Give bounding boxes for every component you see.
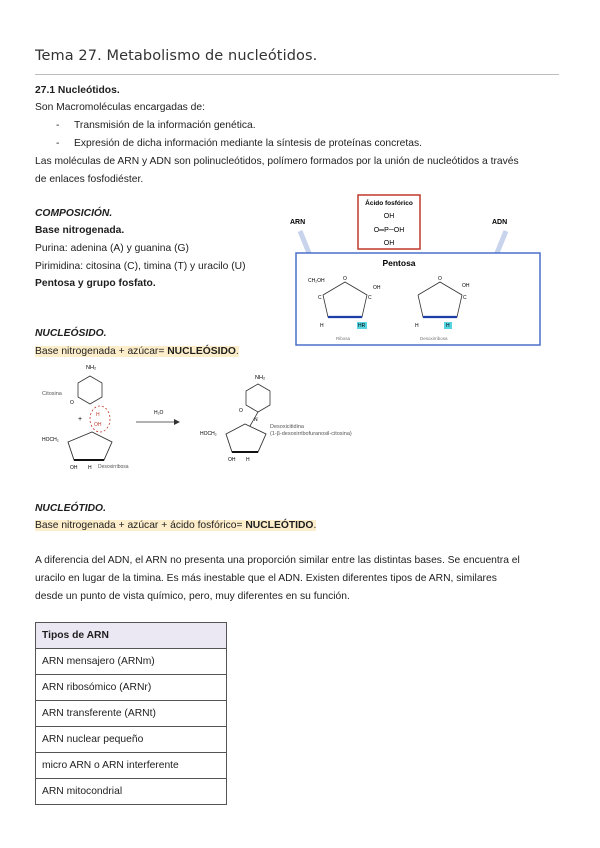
table-cell: ARN mitocondrial: [36, 779, 227, 805]
table-row: [36, 675, 227, 701]
desoxicitidina-label: Desoxicitidina: [270, 424, 304, 430]
bullet-text: Transmisión de la información genética.: [74, 120, 256, 131]
h-label: H: [88, 465, 92, 471]
table-row: [36, 701, 227, 727]
arn-label: ARN: [290, 219, 306, 226]
formula-bold: NUCLEÓTIDO: [245, 520, 314, 531]
o-label: O: [438, 276, 442, 282]
sugar-ring: [68, 432, 112, 460]
formula-text: .: [235, 346, 239, 357]
section-intro: Son Macromoléculas encargadas de:: [35, 102, 205, 113]
section-heading: 27.1 Nucleótidos.: [35, 85, 120, 96]
pentosa-box: [296, 253, 540, 345]
c-label: C: [318, 295, 322, 301]
table-header-cell: Tipos de ARN: [36, 623, 227, 649]
bullet-item: - Transmisión de la información genética.: [56, 120, 256, 131]
nucleosido-heading: NUCLEÓSIDO.: [35, 328, 107, 339]
paragraph-line: de enlaces fosfodiéster.: [35, 174, 144, 185]
sugar-ring: [226, 424, 266, 452]
table-row: [36, 779, 227, 805]
formula-text: .: [313, 520, 317, 531]
bullet-item: - Expresión de dicha información mediante la síntesis de proteínas concretas.: [56, 138, 422, 149]
oh-label: OH: [383, 213, 395, 220]
table-cell: micro ARN o ARN interferente: [36, 753, 227, 779]
n-label: N: [254, 417, 258, 423]
ch2oh-label: CH₂OH: [308, 278, 325, 284]
table-cell: ARN nuclear pequeño: [36, 727, 227, 753]
h2o-label: H₂O: [154, 410, 164, 416]
h-label: H: [96, 412, 100, 418]
table-cell: ARN ribosómico (ARNr): [36, 675, 227, 701]
formula-highlight: [35, 520, 316, 531]
hr-label: HR: [358, 323, 366, 329]
paragraph-line: desde un punto de vista químico, pero, muy diferentes en su función.: [35, 591, 350, 602]
pirimidina-line: Pirimidina: citosina (C), timina (T) y uracilo (U): [35, 261, 246, 272]
base-heading: Base nitrogenada.: [35, 225, 125, 236]
table-cell: ARN mensajero (ARNm): [36, 649, 227, 675]
nucleotido-heading: NUCLEÓTIDO.: [35, 503, 106, 514]
o-label: O: [343, 276, 347, 282]
table-row: [36, 649, 227, 675]
oh-label: OH: [94, 422, 102, 428]
table-row: [36, 727, 227, 753]
oh-label: OH: [228, 457, 236, 463]
nucleotido-formula: [35, 517, 316, 536]
cytosine-ring: [246, 384, 270, 412]
plus-label: +: [78, 416, 83, 423]
c-label: C: [368, 295, 372, 301]
desoxicitidina-full-label: (1-β-desoxirribofuranosil-citosina): [270, 431, 352, 437]
pentosa-label: Pentosa: [382, 258, 416, 268]
o-label: O: [239, 408, 243, 414]
acido-label: Ácido fosfórico: [365, 200, 413, 207]
tipos-arn-table: [35, 622, 227, 805]
adn-label: ADN: [492, 219, 508, 226]
title-divider: [35, 74, 559, 75]
pentosa-line: Pentosa y grupo fosfato.: [35, 278, 156, 289]
oh-label: OH: [383, 240, 395, 247]
formula-highlight: [35, 346, 239, 357]
h-label: H: [320, 323, 324, 329]
c-label: C: [463, 295, 467, 301]
paragraph-line: uracilo en lugar de la timina. Es más inestable que el ADN. Existen diferentes tipos de ARN, similares: [35, 573, 497, 584]
formula-text: Base nitrogenada + azúcar + ácido fosfórico=: [35, 520, 246, 531]
arrow-head-icon: [174, 419, 180, 425]
paragraph-line: Las moléculas de ARN y ADN son polinucleótidos, polímero formados por la unión de nucleótidos a través: [35, 156, 519, 167]
citosina-label: Citosina: [42, 391, 62, 397]
table-header-row: [36, 623, 227, 649]
composicion-heading: COMPOSICIÓN.: [35, 208, 113, 219]
desoxirribosa-label: Desoxirribosa: [98, 464, 129, 470]
oh-label: OH: [373, 285, 381, 291]
paragraph-line: A diferencia del ADN, el ARN no presenta una proporción similar entre las distintas bases. Se encuentra el: [35, 555, 520, 566]
desoxirribosa-label: Desoxirribosa: [420, 336, 448, 341]
water-circle: [90, 406, 110, 432]
composicion-figure: [288, 193, 550, 347]
formula-bold: NUCLEÓSIDO: [167, 346, 236, 357]
nh2-label: NH₂: [255, 375, 266, 381]
nh2-label: NH₂: [86, 365, 97, 371]
h-label: H: [446, 323, 450, 329]
oh-label: OH: [462, 283, 470, 289]
oh-label: OH: [70, 465, 78, 471]
hoch2-label: HOCH₂: [200, 431, 217, 437]
nucleosido-figure: [40, 362, 380, 474]
table-row: [36, 753, 227, 779]
formula-text: Base nitrogenada + azúcar=: [35, 346, 168, 357]
ribosa-label: Ribosa: [336, 336, 351, 341]
cytosine-ring: [78, 376, 102, 404]
purina-line: Purina: adenina (A) y guanina (G): [35, 243, 189, 254]
h-label: H: [246, 457, 250, 463]
h-label: H: [415, 323, 419, 329]
phosphate-label: O═P─OH: [373, 227, 405, 234]
nucleosido-formula: [35, 343, 239, 362]
page-title: Tema 27. Metabolismo de nucleótidos.: [35, 48, 318, 64]
table-cell: ARN transferente (ARNt): [36, 701, 227, 727]
bullet-text: Expresión de dicha información mediante la síntesis de proteínas concretas.: [74, 138, 422, 149]
o-label: O: [70, 400, 74, 406]
hoch2-label: HOCH₂: [42, 437, 59, 443]
